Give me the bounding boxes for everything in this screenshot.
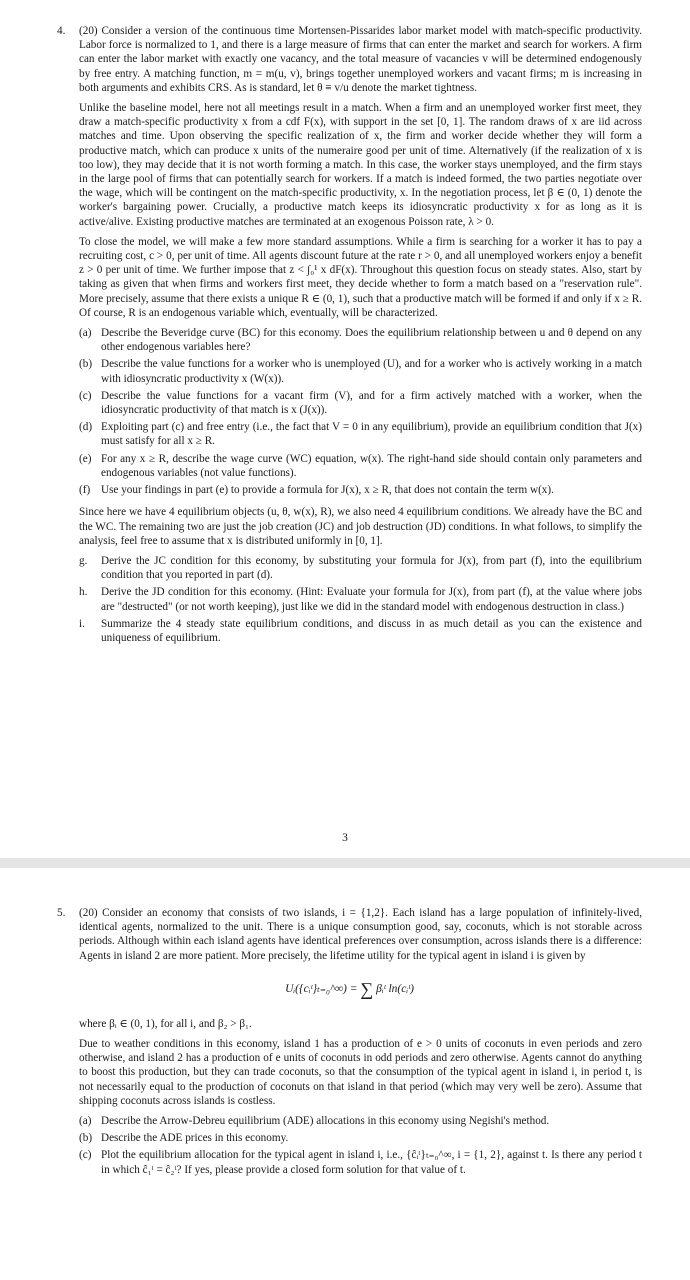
q5-parts-list: [57, 1114, 642, 1177]
page-separator: [0, 858, 690, 868]
part-label: (b): [79, 1132, 93, 1145]
q4-para4: Since here we have 4 equilibrium objects (u, θ, w(x), R), we also need 4 equilibrium conditions. We already have the BC and the WC. The remaining two are just the job creation (JC) and job destruction (JD) conditions. In what follows, to simplify the analysis, feel free to assume that x is distributed uniformly in [0, 1].: [79, 506, 642, 547]
q4-part-h: [79, 585, 642, 613]
part-label: (f): [79, 484, 91, 497]
part-label: (e): [79, 452, 92, 465]
q4-part-b: [79, 357, 642, 385]
q5-para2: Due to weather conditions in this economy, island 1 has a production of e > 0 units of coconuts in even periods and zero otherwise, and island 2 has a production of e units of coconuts in odd periods and zero otherwise. Agents cannot do anything to boost this production, but they can trade coconuts, so that the consumption of the typical agent in island i, in period t, is not necessarily equal to the production of coconuts on that island in that period (which may very well be zero). Assume that shipping coconuts across islands is costless.: [79, 1038, 642, 1107]
part-text: Exploiting part (c) and free entry (i.e., the fact that V = 0 in any equilibrium), provide an equilibrium condition that J(x) must satisfy for all x ≥ R.: [101, 421, 642, 448]
q4-intro-text: (20) Consider a version of the continuous time Mortensen-Pissarides labor market model with match-specific productivity. Labor force is normalized to 1, and there is a large measure of firms that can enter the market and search for workers. A firm can enter the labor market with exactly one vacancy, and the total measure of vacancies v will be determined endogenously by free entry. A matching function, m = m(u, v), brings together unemployed workers and vacant firms; m is increasing in both arguments and exhibits CRS. As is standard, let θ ≡ v/u denote the market tightness.: [79, 25, 642, 94]
part-text: Derive the JC condition for this economy, by substituting your formula for J(x), from part (f), into the equilibrium condition that you reported in part (d).: [101, 554, 642, 582]
part-label: (a): [79, 1115, 92, 1128]
q4-part-c: [79, 389, 642, 417]
summation-symbol: ∑: [360, 979, 374, 1000]
part-text: For any x ≥ R, describe the wage curve (WC) equation, w(x). The right-hand side should contain only parameters and endogenous variables (not value functions).: [101, 452, 642, 479]
q4-parts-list: [57, 326, 642, 497]
q5-part-c: [79, 1148, 642, 1176]
part-text: Describe the value functions for a worker who is unemployed (U), and for a worker who is actively working in a match with idiosyncratic productivity x (W(x)).: [101, 358, 642, 385]
q4-intro: [57, 24, 642, 95]
q4-part-d: [79, 420, 642, 448]
q4-part-f: [79, 483, 642, 497]
part-text: Describe the Arrow-Debreu equilibrium (ADE) allocations in this economy using Negishi's method.: [101, 1115, 550, 1128]
part-label: h.: [79, 586, 88, 599]
part-text: Describe the ADE prices in this economy.: [101, 1132, 289, 1145]
part-text: Use your findings in part (e) to provide a formula for J(x), x ≥ R, that does not contain the term w(x).: [101, 484, 554, 497]
q5-number: 5.: [57, 907, 66, 919]
q4-para2: Unlike the baseline model, here not all meetings result in a match. When a firm and an unemployed worker first meet, they draw a match-specific productivity x from a cdf F(x), with support in the set [0, 1]. The random draws of x are iid across matches and time. Upon observing the specific realization of x, the firm and worker decide whether they will form a productive match, which can produce x units of the numeraire good per unit of time. Alternatively (if the realization of x is too low), they may decide that it is not worth forming a match. In this case, the worker stays unemployed, and the firm stays in the large pool of firms that can potentially search for workers. If a match is indeed formed, the two parties negotiate over the wage, which will be contingent on the match-specific productivity, x. In the negotiation process, let β ∈ (0, 1) denote the worker's bargaining power. Crucially, a productive match keeps its idiosyncratic productivity x for as long as it is active/alive. Existing productive matches are terminated at an exogenous Poisson rate, λ > 0.: [79, 102, 642, 228]
q5-where: where βᵢ ∈ (0, 1), for all i, and β₂ > β₁.: [79, 1017, 252, 1030]
q4-number: 4.: [57, 25, 66, 37]
q4-para3: To close the model, we will make a few more standard assumptions. While a firm is searching for a worker it has to pay a recruiting cost, c > 0, per unit of time. All agents discount future at the rate r > 0, and all unemployed workers enjoy a benefit z > 0 per unit of time. We further impose that z < ∫₀¹ x dF(x). Throughout this question focus on steady states. Also, start by taking as given that when firms and workers first meet, they decide whether to form a match based on a "reservation rule". More precisely, assume that there exists a unique R ∈ (0, 1), such that a productive match will be formed if and only if x ≥ R. Of course, R is an endogenous variable which, eventually, will be characterized.: [79, 235, 642, 319]
q5-part-a: [79, 1114, 642, 1128]
part-text: Describe the Beveridge curve (BC) for this economy. Does the equilibrium relationship between u and θ depend on any other endogenous variables here?: [101, 327, 642, 354]
part-label: (a): [79, 327, 92, 340]
part-text: Summarize the 4 steady state equilibrium conditions, and discuss in as much detail as you can the existence and uniqueness of equilibrium.: [101, 617, 642, 644]
equation-lhs: Uᵢ({cᵢᵗ}ₜ₌₀^∞) =: [285, 982, 358, 995]
part-text: Plot the equilibrium allocation for the typical agent in island i, i.e., {ĉᵢᵗ}ₜ₌₀^∞, i = {1, 2}, against t. Is there any period t in which ĉ₁ᵗ = ĉ₂ᵗ? If yes, please provide a closed form solution for that value of t.: [101, 1149, 642, 1176]
page-number: 3: [342, 832, 348, 844]
q5-part-b: [79, 1131, 642, 1145]
page-4: [0, 868, 690, 1280]
q5-intro: [57, 906, 642, 963]
part-text: Derive the JD condition for this economy. (Hint: Evaluate your formula for J(x), from part (f), at the value where jobs are "destructed" (or not worth keeping), just like we did in the standard model with endogenous destruction in class.): [101, 586, 642, 613]
part-text: Describe the value functions for a vacant firm (V), and for a firm actively matched with a worker, when the idiosyncratic productivity of that match is x (J(x)).: [101, 389, 642, 417]
question-4: [57, 24, 642, 653]
q4-part-g: [79, 554, 642, 582]
part-label: (d): [79, 421, 93, 434]
q4-parts2-list: [57, 554, 642, 645]
utility-equation: [57, 969, 642, 1009]
question-5: [57, 906, 642, 1185]
q4-part-a: [79, 326, 642, 354]
part-label: (b): [79, 358, 93, 371]
equation-rhs: βᵢᵗ ln(cᵢᵗ): [376, 982, 414, 995]
q5-intro-text: (20) Consider an economy that consists of two islands, i = {1,2}. Each island has a large population of infinitely-lived, identical agents, normalized to the unit. There is a unique consumption good, say, coconuts, which is not storable across periods. Although within each island agents have identical preferences over consumption, across islands there is a difference: Agents in island 2 are more patient. More precisely, the lifetime utility for the typical agent in island i is given by: [79, 907, 642, 962]
part-label: (c): [79, 389, 92, 402]
q4-part-e: [79, 452, 642, 480]
part-label: i.: [79, 617, 85, 630]
part-label: g.: [79, 554, 88, 567]
q4-part-i: [79, 617, 642, 645]
part-label: (c): [79, 1149, 92, 1162]
